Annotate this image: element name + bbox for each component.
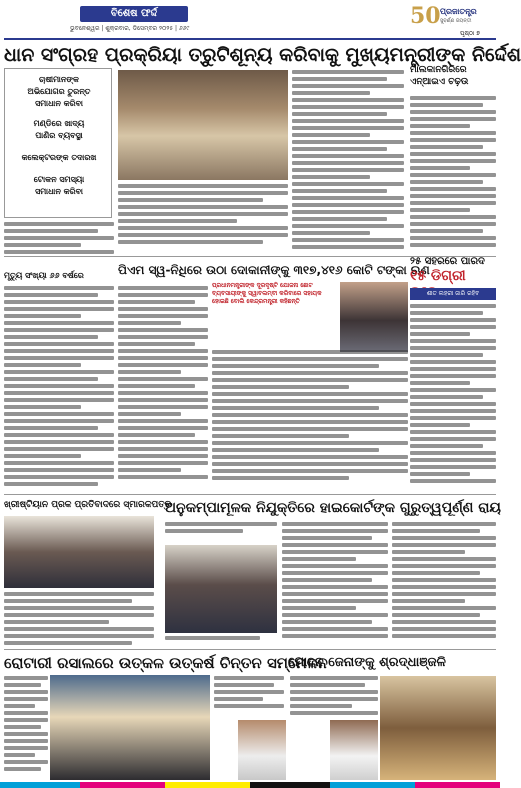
article-column xyxy=(118,286,208,491)
jubilee-mark: 50 xyxy=(410,3,441,29)
highlight-line: ପାଣିର ବ୍ୟବସ୍ଥା xyxy=(35,131,83,140)
speaker-photo xyxy=(340,282,408,352)
dateline: ଭୁବନେଶ୍ୱର | ଶୁକ୍ରବାର, ଡିସେମ୍ବର ୨୦୨୫ | ୬୬୯ xyxy=(70,25,190,32)
article-column xyxy=(410,304,496,491)
article-column xyxy=(4,676,48,780)
print-color-bar xyxy=(0,782,500,788)
side-headline-mid-prefix: ୨୫ ସହରରେ ପାରଦ xyxy=(410,256,485,267)
section-rule xyxy=(4,494,496,495)
article-column xyxy=(392,522,496,648)
portrait-photo xyxy=(238,720,286,780)
memorandum-photo xyxy=(4,516,154,588)
tribute-headline: ମୋହନ ଜେନାଙ୍କୁ ଶ୍ରଦ୍ଧାଞ୍ଜଳି xyxy=(288,655,446,670)
article-column xyxy=(4,592,154,648)
court-event-photo xyxy=(165,545,277,633)
memorandum-headline: ଖ୍ରୀଷ୍ଟିୟାନ ପ୍ରକ ପ୍ରତିବାଦରେ ସ୍ମାରକପତ୍ର xyxy=(4,500,172,510)
masthead xyxy=(0,0,500,40)
high-court-headline: ଅନୁକମ୍ପାମୂଳକ ନିଯୁକ୍ତିରେ ହାଇକୋର୍ଟଙ୍କ ଗୁରୁତ୍ୱପୂର୍ଣ୍ଣ ରାୟ xyxy=(165,500,501,516)
top-rule xyxy=(4,38,496,40)
newspaper-name: ପ୍ରଜାତନ୍ତ୍ର xyxy=(440,7,477,16)
article-column xyxy=(165,636,277,648)
highlight-line: ଟୋକନ ସମସ୍ୟା xyxy=(33,175,85,184)
weather-strip: ଶୀତ ଲହରୀ ଜାରି ରହିବ xyxy=(410,288,496,300)
section-label: ବିଶେଷ ଫର୍ଦ୍ଦ xyxy=(80,6,188,22)
highlight-line: ସମାଧାନ କରିବା xyxy=(35,99,83,108)
highlight-line: ଚାଷୀମାନଙ୍କ xyxy=(39,75,79,84)
left-small-headline: ମୃତ୍ୟୁ ସଂଖ୍ୟା ୬୬ ବର୍ଷରେ xyxy=(4,271,84,280)
article-column xyxy=(410,96,496,251)
highlight-line: ମଣ୍ଡିରେ ଖାଦ୍ୟ xyxy=(33,119,85,128)
page-number: ପୃଷ୍ଠା ୭ xyxy=(460,30,480,37)
article-column xyxy=(4,286,114,491)
side-headline-mid xyxy=(410,255,496,285)
pm-callout: ପ୍ରଧାନମନ୍ତ୍ରୀଙ୍କ ଦୂରଦୃଷ୍ଟି ଯୋଜନା ଛୋଟ ବ୍ୟବସାୟୀଙ୍କୁ ସ୍ୱାବଲମ୍ବୀ କରିବାରେ ସହାୟକ ହୋଇଛି ବୋଲି କେନ୍ଦ୍ରମନ୍ତ୍ରୀ କହିଛନ୍ତି xyxy=(212,282,322,305)
highlight-line: ସମାଧାନ କରିବା xyxy=(35,187,83,196)
highlights-box xyxy=(4,68,112,218)
article-column xyxy=(214,676,284,716)
article-column xyxy=(212,350,408,490)
rotary-event-photo xyxy=(50,675,210,780)
portrait-photo xyxy=(330,720,378,780)
side-headline-top: ମାଲକାନଗିରିରେ ଏନ୍‌ଆଇଏ ଚଢ଼ଉ xyxy=(410,65,469,87)
article-column xyxy=(165,522,277,542)
article-column xyxy=(118,184,288,254)
rotary-headline: ରୋଟାରୀ ରସାଲରେ ଉତ୍କଳ ଉତ୍କର୍ଷ ଚିନ୍ତନ ସମ୍ମେଳନ xyxy=(4,654,328,672)
article-column xyxy=(292,70,404,255)
section-rule xyxy=(4,649,496,650)
pm-headline: ପିଏମ ସ୍ୱ-ନିଧିରେ ଉଠା ଦୋକାନୀଙ୍କୁ ୩୧୭,୪୧୬ କୋଟି ଟଙ୍କା ଋଣ xyxy=(118,263,430,277)
newspaper-tagline: ସୁବର୍ଣ୍ଣ ଜୟନ୍ତୀ xyxy=(440,18,472,24)
temperature-value: ୧୫ ଡିଗ୍ରୀ xyxy=(410,268,466,284)
article-column xyxy=(282,522,388,648)
newspaper-logo xyxy=(410,4,496,28)
highlight-line: ଅଭିଯୋଗର ତୁରନ୍ତ xyxy=(27,87,91,96)
highlight-line: କଲେକ୍ଟରଙ୍କ ତଦାରଖ xyxy=(21,153,97,162)
main-headline: ଧାନ ସଂଗ୍ରହ ପ୍ରକ୍ରିୟା ତ୍ରୁଟିଶୂନ୍ୟ କରିବାକୁ ମୁଖ୍ୟମନ୍ତ୍ରୀଙ୍କ ନିର୍ଦ୍ଦେଶ xyxy=(4,44,521,66)
meeting-photo xyxy=(118,70,288,180)
tribute-event-photo xyxy=(380,676,496,780)
